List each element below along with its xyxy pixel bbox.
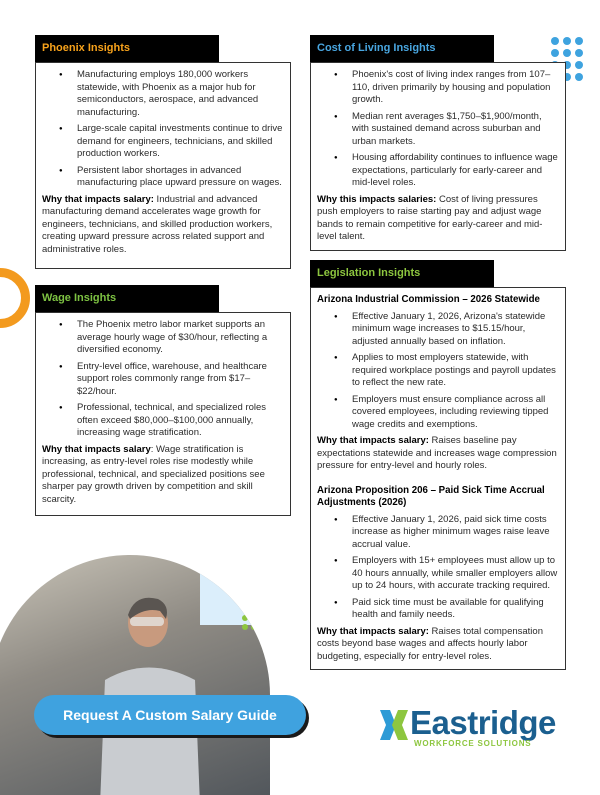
list-item: ● Applies to most employers statewide, with required workplace postings and payroll updates to reflect the new rate.	[317, 352, 559, 390]
list-item: ● The Phoenix metro labor market supports an average hourly wage of $30/hour, reflecting a diversified economy.	[42, 319, 284, 357]
legislation-insights-header: Legislation Insights	[310, 260, 494, 287]
why-paragraph: Why that impacts salary: Raises baseline pay expectations statewide and increases wage compression pressure for entry-level and hourly roles.	[317, 435, 557, 471]
list-item: ● Effective January 1, 2026, Arizona's statewide minimum wage increases to $15.15/hour, adjusted annually based on inflation.	[317, 311, 559, 349]
why-paragraph: Why that impacts salary: Industrial and advanced manufacturing demand accelerates wage growth for engineers, technicians, and skilled production workers, creating upward pressure across related support and administrative roles.	[42, 193, 273, 255]
request-salary-guide-button[interactable]: Request A Custom Salary Guide	[34, 695, 306, 735]
phoenix-insights-box	[35, 62, 291, 269]
list-item: ● Median rent averages $1,750–$1,900/month, with sustained demand across suburban and urban markets.	[317, 111, 559, 149]
list-item: ● Large-scale capital investments continue to drive demand for engineers, technicians, and skilled production workers.	[42, 123, 284, 161]
phoenix-insights-header: Phoenix Insights	[35, 35, 219, 62]
eastridge-x-icon	[380, 710, 408, 740]
cost-of-living-header: Cost of Living Insights	[310, 35, 494, 62]
worker-figure	[100, 585, 200, 795]
why-paragraph: Why this impacts salaries: Cost of living pressures push employers to raise starting pay and adjust wage bands to remain competitive for early-career and mid-level talent.	[317, 193, 543, 242]
worker-photo	[0, 555, 270, 795]
list-item: ● Persistent labor shortages in advanced manufacturing place upward pressure on wages.	[42, 165, 284, 190]
decorative-green-dots	[242, 597, 266, 630]
list-item: ● Manufacturing employs 180,000 workers statewide, with Phoenix as a major hub for semiconductors, aerospace, and advanced manufacturing.	[42, 69, 284, 119]
wage-insights-header: Wage Insights	[35, 285, 219, 312]
section-heading: Arizona Industrial Commission – 2026 Statewide	[317, 294, 540, 305]
list-item: ● Phoenix's cost of living index ranges from 107–110, driven primarily by housing and population growth.	[317, 69, 559, 107]
decorative-orange-arc	[0, 268, 30, 328]
list-item: ● Employers with 15+ employees must allow up to 40 hours annually, while smaller employers allow up to 24 hours, with accurate tracking required.	[317, 555, 559, 593]
cost-of-living-box	[310, 62, 566, 251]
list-item: ● Effective January 1, 2026, paid sick time costs increase as higher minimum wages raise leave accrual value.	[317, 514, 559, 552]
why-paragraph: Why that impacts salary: Wage stratification is increasing, as entry-level roles rise modestly while professional, technical, and specialized positions see sharper pay growth driven by competition and skill scarcity.	[42, 443, 265, 505]
legislation-insights-box	[310, 287, 566, 670]
eastridge-logo: Eastridge WORKFORCE SOLUTIONS	[380, 706, 570, 751]
wage-insights-box	[35, 312, 291, 516]
list-item: ● Employers must ensure compliance across all covered employees, including reviewing tipped wage credits and exemptions.	[317, 394, 559, 432]
why-paragraph: Why that impacts salary: Raises total compensation costs beyond base wages and affects hourly labor budgeting, especially for entry-level roles.	[317, 625, 543, 662]
list-item: ● Paid sick time must be available for qualifying health and family needs.	[317, 597, 559, 622]
list-item: ● Entry-level office, warehouse, and healthcare support roles commonly range from $17–$22/hour.	[42, 361, 284, 399]
section-heading: Arizona Proposition 206 – Paid Sick Time Accrual Adjustments (2026)	[317, 484, 545, 508]
list-item: ● Housing affordability continues to influence wage expectations, particularly for early-career and mid-level roles.	[317, 152, 559, 190]
list-item: ● Professional, technical, and specialized roles often exceed $80,000–$100,000 annually, increasing wage stratification.	[42, 402, 284, 440]
